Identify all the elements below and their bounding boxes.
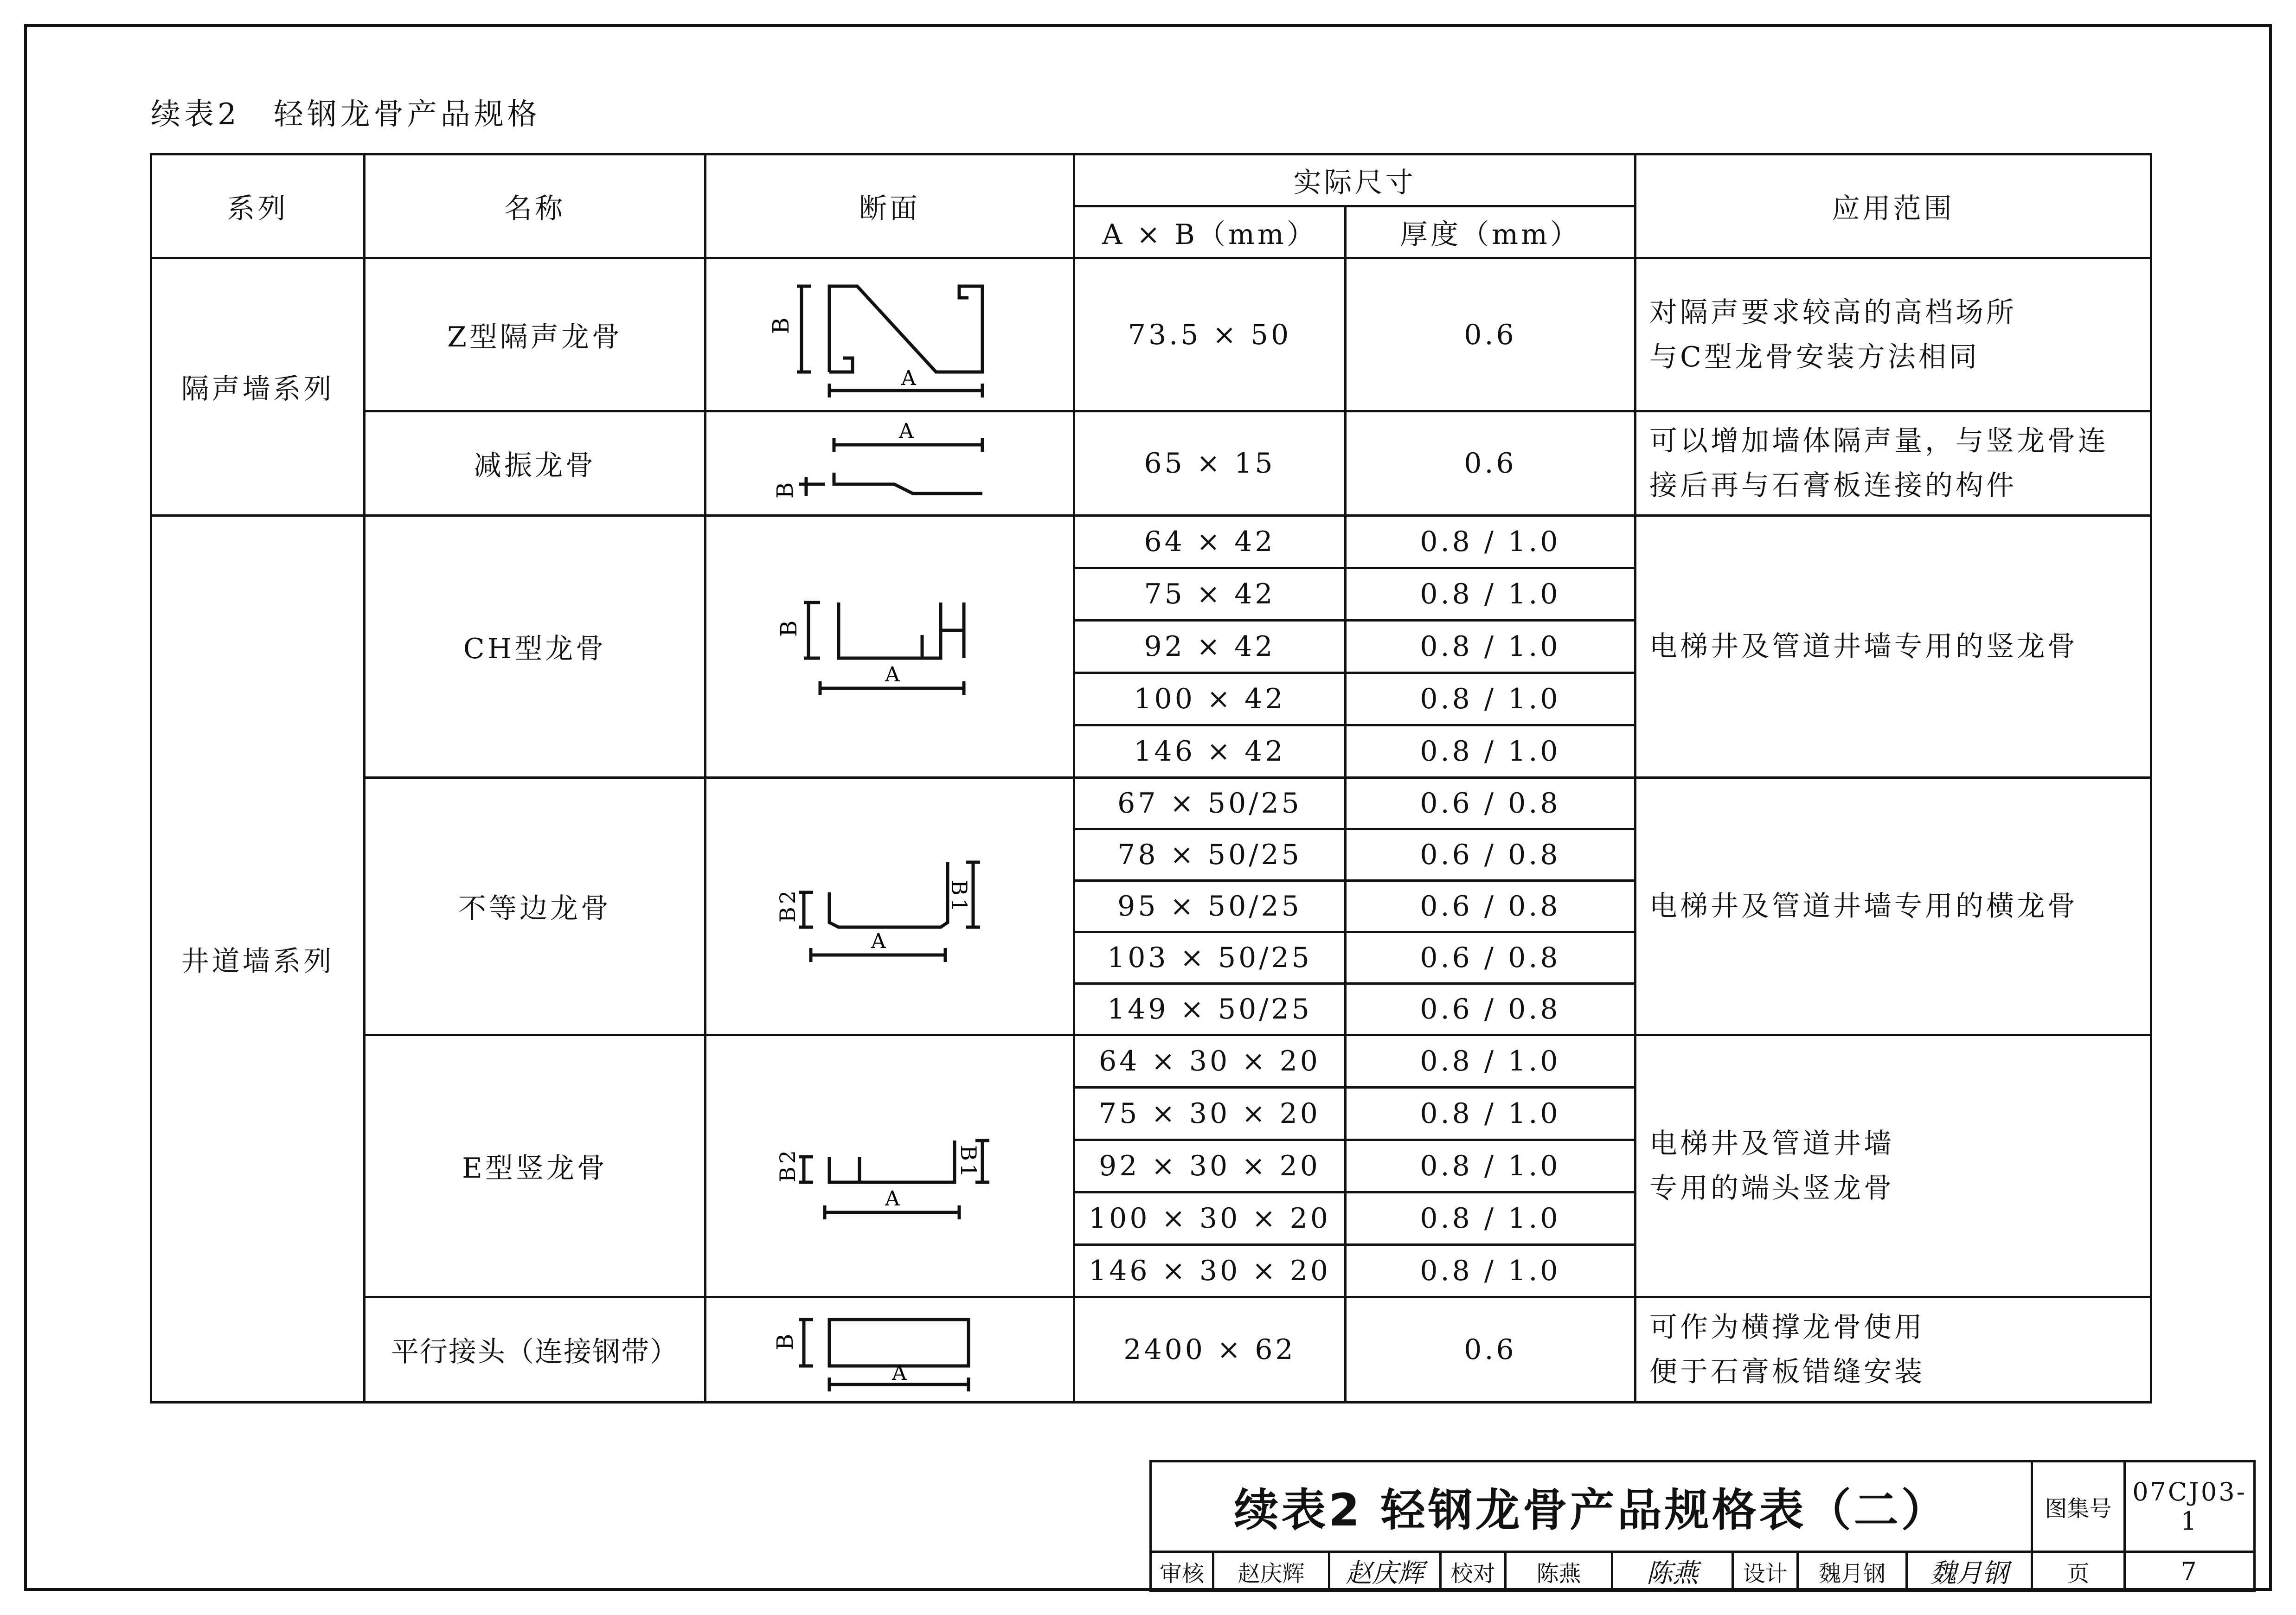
thickness-value: 0.6 / 0.8 bbox=[1346, 829, 1635, 881]
product-name: Z型隔声龙骨 bbox=[365, 258, 705, 411]
dim-b2: B2 bbox=[775, 1147, 800, 1182]
atlas-label: 图集号 bbox=[2032, 1461, 2125, 1552]
dim-a: A bbox=[871, 929, 889, 953]
section-unequal bbox=[705, 778, 1074, 1035]
z-section-drawing bbox=[760, 265, 1020, 404]
drawing-title: 续表2 轻钢龙骨产品规格表（二） bbox=[1151, 1461, 2032, 1552]
application-line: 与C型龙骨安装方法相同 bbox=[1649, 340, 1980, 373]
unequal-section-drawing bbox=[760, 830, 1020, 983]
ab-value: 103 × 50/25 bbox=[1074, 932, 1346, 984]
dim-a: A bbox=[899, 419, 917, 443]
header-ab: A × B（mm） bbox=[1074, 206, 1346, 258]
product-name: 平行接头（连接钢带） bbox=[365, 1297, 705, 1403]
ab-value: 73.5 × 50 bbox=[1074, 258, 1346, 411]
design-label: 设计 bbox=[1733, 1552, 1798, 1591]
section-damping bbox=[705, 411, 1074, 516]
application-line: 电梯井及管道井墙 bbox=[1649, 1128, 1894, 1160]
ab-value: 67 × 50/25 bbox=[1074, 778, 1346, 829]
e-section-drawing bbox=[760, 1089, 1020, 1243]
header-application: 应用范围 bbox=[1635, 154, 2151, 258]
thickness-value: 0.8 / 1.0 bbox=[1346, 1245, 1635, 1297]
application-text: 电梯井及管道井墙专用的竖龙骨 bbox=[1635, 516, 2151, 778]
dim-b: B bbox=[772, 1331, 798, 1350]
spec-table bbox=[150, 153, 2152, 1404]
header-section: 断面 bbox=[705, 154, 1074, 258]
ab-value: 2400 × 62 bbox=[1074, 1297, 1346, 1403]
series-shaft: 井道墙系列 bbox=[151, 516, 365, 1403]
thickness-value: 0.6 bbox=[1346, 258, 1635, 411]
dim-b1: B1 bbox=[956, 1145, 981, 1180]
dim-b2: B2 bbox=[775, 887, 800, 923]
application-text bbox=[1635, 258, 2151, 411]
designer-signature: 魏月钢 bbox=[1907, 1552, 2032, 1591]
thickness-value: 0.8 / 1.0 bbox=[1346, 516, 1635, 568]
thickness-value: 0.8 / 1.0 bbox=[1346, 621, 1635, 673]
thickness-value: 0.6 bbox=[1346, 1297, 1635, 1403]
checker-name: 陈燕 bbox=[1506, 1552, 1612, 1591]
ab-value: 146 × 42 bbox=[1074, 725, 1346, 778]
thickness-value: 0.6 / 0.8 bbox=[1346, 881, 1635, 932]
ab-value: 75 × 30 × 20 bbox=[1074, 1088, 1346, 1140]
application-text: 电梯井及管道井墙专用的横龙骨 bbox=[1635, 778, 2151, 1035]
dim-a: A bbox=[901, 366, 919, 390]
product-name: 减振龙骨 bbox=[365, 411, 705, 516]
table-caption: 续表2 轻钢龙骨产品规格 bbox=[151, 97, 541, 132]
thickness-value: 0.6 / 0.8 bbox=[1346, 778, 1635, 829]
section-e bbox=[705, 1035, 1074, 1297]
reviewer-signature: 赵庆辉 bbox=[1329, 1552, 1441, 1591]
ab-value: 146 × 30 × 20 bbox=[1074, 1245, 1346, 1297]
application-line: 接后再与石膏板连接的构件 bbox=[1649, 469, 2017, 502]
product-name: E型竖龙骨 bbox=[365, 1035, 705, 1297]
damping-section-drawing bbox=[760, 419, 1020, 507]
thickness-value: 0.8 / 1.0 bbox=[1346, 1088, 1635, 1140]
application-line: 便于石膏板错缝安装 bbox=[1649, 1356, 1925, 1388]
thickness-value: 0.6 / 0.8 bbox=[1346, 932, 1635, 984]
designer-name: 魏月钢 bbox=[1798, 1552, 1907, 1591]
ab-value: 92 × 42 bbox=[1074, 621, 1346, 673]
reviewer-name: 赵庆辉 bbox=[1213, 1552, 1329, 1591]
thickness-value: 0.8 / 1.0 bbox=[1346, 725, 1635, 778]
application-line: 专用的端头竖龙骨 bbox=[1649, 1172, 1894, 1205]
parallel-section-drawing bbox=[760, 1303, 1020, 1396]
thickness-value: 0.6 / 0.8 bbox=[1346, 984, 1635, 1035]
thickness-value: 0.8 / 1.0 bbox=[1346, 1035, 1635, 1088]
ab-value: 64 × 42 bbox=[1074, 516, 1346, 568]
page-label: 页 bbox=[2032, 1552, 2125, 1591]
dim-a: A bbox=[892, 1361, 910, 1385]
application-text bbox=[1635, 1035, 2151, 1297]
application-line: 可以增加墙体隔声量，与竖龙骨连 bbox=[1649, 425, 2109, 457]
section-parallel bbox=[705, 1297, 1074, 1403]
thickness-value: 0.8 / 1.0 bbox=[1346, 1140, 1635, 1192]
application-text bbox=[1635, 411, 2151, 516]
header-series: 系列 bbox=[151, 154, 365, 258]
page-number: 7 bbox=[2125, 1552, 2255, 1591]
dim-b: B bbox=[768, 314, 794, 334]
checker-signature: 陈燕 bbox=[1612, 1552, 1733, 1591]
section-z bbox=[705, 258, 1074, 411]
ch-section-drawing bbox=[760, 570, 1020, 723]
application-line: 可作为横撑龙骨使用 bbox=[1649, 1311, 1925, 1344]
ab-value: 92 × 30 × 20 bbox=[1074, 1140, 1346, 1192]
dim-a: A bbox=[885, 1187, 903, 1211]
ab-value: 100 × 42 bbox=[1074, 673, 1346, 725]
section-ch bbox=[705, 516, 1074, 778]
review-label: 审核 bbox=[1151, 1552, 1213, 1591]
dim-b: B bbox=[772, 479, 798, 499]
thickness-value: 0.8 / 1.0 bbox=[1346, 673, 1635, 725]
header-thickness: 厚度（mm） bbox=[1346, 206, 1635, 258]
ab-value: 65 × 15 bbox=[1074, 411, 1346, 516]
check-label: 校对 bbox=[1441, 1552, 1506, 1591]
header-name: 名称 bbox=[365, 154, 705, 258]
atlas-number: 07CJ03-1 bbox=[2125, 1461, 2255, 1552]
thickness-value: 0.8 / 1.0 bbox=[1346, 568, 1635, 621]
thickness-value: 0.6 bbox=[1346, 411, 1635, 516]
application-text bbox=[1635, 1297, 2151, 1403]
application-line: 对隔声要求较高的高档场所 bbox=[1649, 296, 2017, 329]
dim-b1: B1 bbox=[947, 880, 972, 915]
ab-value: 78 × 50/25 bbox=[1074, 829, 1346, 881]
dim-a: A bbox=[885, 663, 903, 686]
thickness-value: 0.8 / 1.0 bbox=[1346, 1192, 1635, 1245]
ab-value: 75 × 42 bbox=[1074, 568, 1346, 621]
title-block bbox=[1149, 1460, 2256, 1592]
series-sound: 隔声墙系列 bbox=[151, 258, 365, 516]
product-name: 不等边龙骨 bbox=[365, 778, 705, 1035]
ab-value: 100 × 30 × 20 bbox=[1074, 1192, 1346, 1245]
ab-value: 64 × 30 × 20 bbox=[1074, 1035, 1346, 1088]
ab-value: 149 × 50/25 bbox=[1074, 984, 1346, 1035]
product-name: CH型龙骨 bbox=[365, 516, 705, 778]
dim-b: B bbox=[776, 617, 802, 637]
header-actual-size: 实际尺寸 bbox=[1074, 154, 1635, 206]
ab-value: 95 × 50/25 bbox=[1074, 881, 1346, 932]
